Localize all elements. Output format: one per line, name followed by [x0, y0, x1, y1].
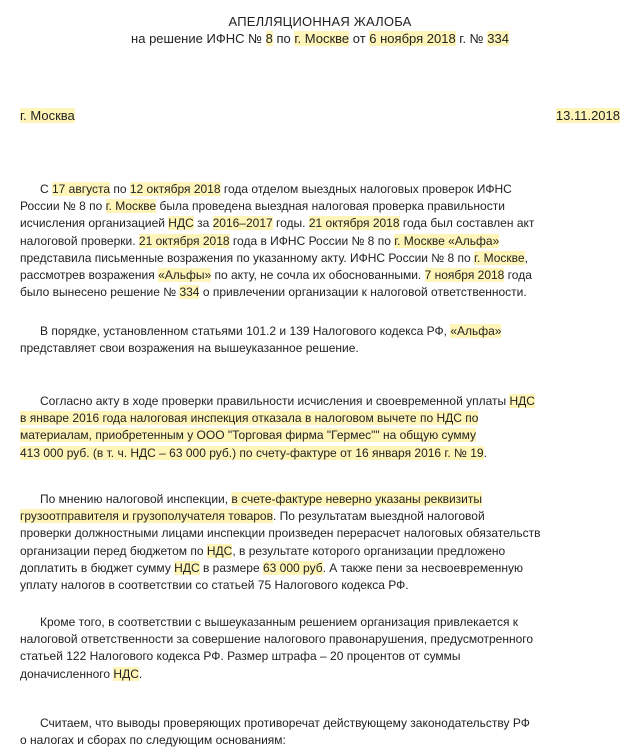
highlighted-text: г. Москве [105, 199, 157, 214]
highlighted-text: 334 [487, 31, 509, 46]
paragraph-line [20, 323, 582, 340]
text-run: представляет свои возражения на вышеуказанное решение. [20, 341, 359, 356]
text-run: В порядке, установленном статьями 101.2 и 139 Налогового кодекса РФ, [40, 324, 451, 338]
text-run: исчисления организацией [20, 216, 169, 231]
document-city: г. Москва [20, 108, 75, 123]
highlighted-text: НДС [113, 666, 139, 681]
highlighted-text: 8 [265, 31, 273, 46]
paragraph-line [20, 666, 582, 683]
highlighted-text: 334 [179, 285, 200, 300]
text-run: Считаем, что выводы проверяющих противоречат действующему законодательству РФ [40, 716, 530, 730]
text-run: налоговой проверки. [20, 233, 139, 248]
text-run: от [349, 31, 370, 46]
highlighted-text: г. Москве [474, 250, 525, 265]
highlighted-text: в январе 2016 года налоговая инспекция отказала в налоговом вычете по НДС по [20, 411, 479, 426]
text-run: представила письменные возражения по указанному акту. ИФНС России № 8 по [20, 250, 475, 265]
paragraph-line [20, 525, 582, 542]
paragraph-line [20, 181, 582, 198]
text-run: года отделом выездных налоговых проверок ИФНС [220, 182, 512, 196]
highlighted-text: 413 000 руб. (в т. ч. НДС – 63 000 руб.) по счету-фактуре от 16 января 2016 г. № 19 [20, 445, 484, 460]
paragraph-line [20, 427, 582, 444]
text-run: годы. [272, 216, 309, 231]
highlighted-text: 63 000 руб [263, 560, 323, 575]
text-run: . [483, 445, 487, 460]
text-run: проверки должностными лицами инспекции произведен перерасчет налоговых обязательств [20, 526, 541, 541]
highlighted-text: материалам, приобретенным у ООО "Торговая фирма "Гермес"" на общую сумму [20, 428, 477, 443]
text-run: , в результате которого организации предложено [232, 543, 506, 558]
highlighted-text: НДС [168, 216, 194, 231]
paragraph-line [20, 198, 582, 215]
highlighted-text: 21 октября 2018 [308, 216, 400, 231]
document-title: АПЕЛЛЯЦИОННАЯ ЖАЛОБА [228, 14, 412, 29]
text-run: Согласно акту в ходе проверки правильности исчисления и своевременной уплаты [40, 394, 510, 408]
text-run: . А также пени за несвоевременную [322, 560, 524, 575]
highlighted-text: 12 октября 2018 [129, 182, 221, 196]
paragraph-line [20, 267, 582, 284]
paragraph-line [20, 560, 582, 577]
paragraph-penalty [20, 614, 582, 683]
text-run: . [138, 666, 143, 681]
text-run: по акту, не сочла их обоснованными. [211, 267, 425, 282]
highlighted-text: грузоотправителя и грузополучателя товаров [20, 509, 273, 524]
text-run: была проведена выездная налоговая проверка правильности [156, 199, 505, 214]
highlighted-text: в счете-фактуре неверно указаны реквизиты [231, 492, 482, 506]
highlighted-text: «Альфа» [450, 324, 502, 338]
text-run: по [110, 182, 130, 196]
paragraph-line [20, 445, 582, 462]
text-run: налоговой ответственности за совершение налогового правонарушения, предусмотренного [20, 632, 534, 647]
paragraph-line [20, 543, 582, 560]
text-run: уплату налогов в соответствии со статьей 75 Налогового кодекса РФ. [20, 577, 409, 592]
text-run: Кроме того, в соответствии с вышеуказанным решением организация привлекается к [40, 615, 519, 629]
text-run: . По результатам выездной налоговой [272, 509, 485, 524]
text-run: о налогах и сборах по следующим основаниям: [20, 733, 286, 748]
text-run: С [40, 182, 52, 196]
highlighted-text: 7 ноября 2018 [424, 267, 505, 282]
paragraph-line [20, 577, 582, 594]
text-run: По мнению налоговой инспекции, [40, 492, 232, 506]
highlighted-text: 6 ноября 2018 [369, 31, 456, 46]
text-run: года был составлен акт [399, 216, 535, 231]
highlighted-text: 21 октября 2018 [138, 233, 230, 248]
paragraph-line [20, 491, 582, 508]
paragraph-audit-facts [20, 181, 582, 301]
highlighted-text: г. Москве [294, 31, 350, 46]
paragraph-line [20, 233, 582, 250]
text-run: было вынесено решение № [20, 285, 180, 300]
text-run: о привлечении организации к налоговой ответственности. [199, 285, 527, 300]
paragraph-line [20, 732, 582, 749]
paragraph-line [20, 648, 582, 665]
document-date: 13.11.2018 [555, 108, 620, 123]
text-run: России № 8 по [20, 199, 106, 214]
text-run: на решение ИФНС № [131, 31, 266, 46]
text-run: года [504, 267, 532, 282]
text-run: , [524, 250, 528, 265]
document-subtitle [0, 31, 640, 47]
text-run: по [272, 31, 295, 46]
highlighted-text: НДС [509, 394, 535, 408]
paragraph-line [20, 393, 582, 410]
highlighted-text: 2016–2017 [212, 216, 273, 231]
paragraph-act-findings [20, 393, 582, 462]
highlighted-text: НДС [206, 543, 233, 558]
paragraph-line [20, 508, 582, 525]
text-run: г. № [455, 31, 488, 46]
paragraph-line [20, 715, 582, 732]
text-run: года в ИФНС России № 8 по [229, 233, 395, 248]
paragraph-objection-basis [20, 323, 582, 357]
paragraph-line [20, 215, 582, 232]
highlighted-text: 17 августа [52, 182, 111, 196]
paragraph-line [20, 284, 582, 301]
paragraph-line [20, 340, 582, 357]
text-run: рассмотрев возражения [20, 267, 159, 282]
paragraph-line [20, 410, 582, 427]
paragraph-line [20, 250, 582, 267]
paragraph-line [20, 631, 582, 648]
text-run: статьей 122 Налогового кодекса РФ. Размер штрафа – 20 процентов от суммы [20, 649, 461, 664]
text-run: за [193, 216, 213, 231]
paragraph-conclusion [20, 715, 582, 749]
text-run: в размере [199, 560, 263, 575]
paragraph-inspection-opinion [20, 491, 582, 594]
text-run: организации перед бюджетом по [20, 543, 207, 558]
text-run: доплатить в бюджет сумму [20, 560, 175, 575]
highlighted-text: г. Москве «Альфа» [394, 233, 500, 248]
paragraph-line [20, 614, 582, 631]
highlighted-text: НДС [174, 560, 200, 575]
text-run: доначисленного [20, 666, 114, 681]
highlighted-text: «Альфы» [158, 267, 212, 282]
